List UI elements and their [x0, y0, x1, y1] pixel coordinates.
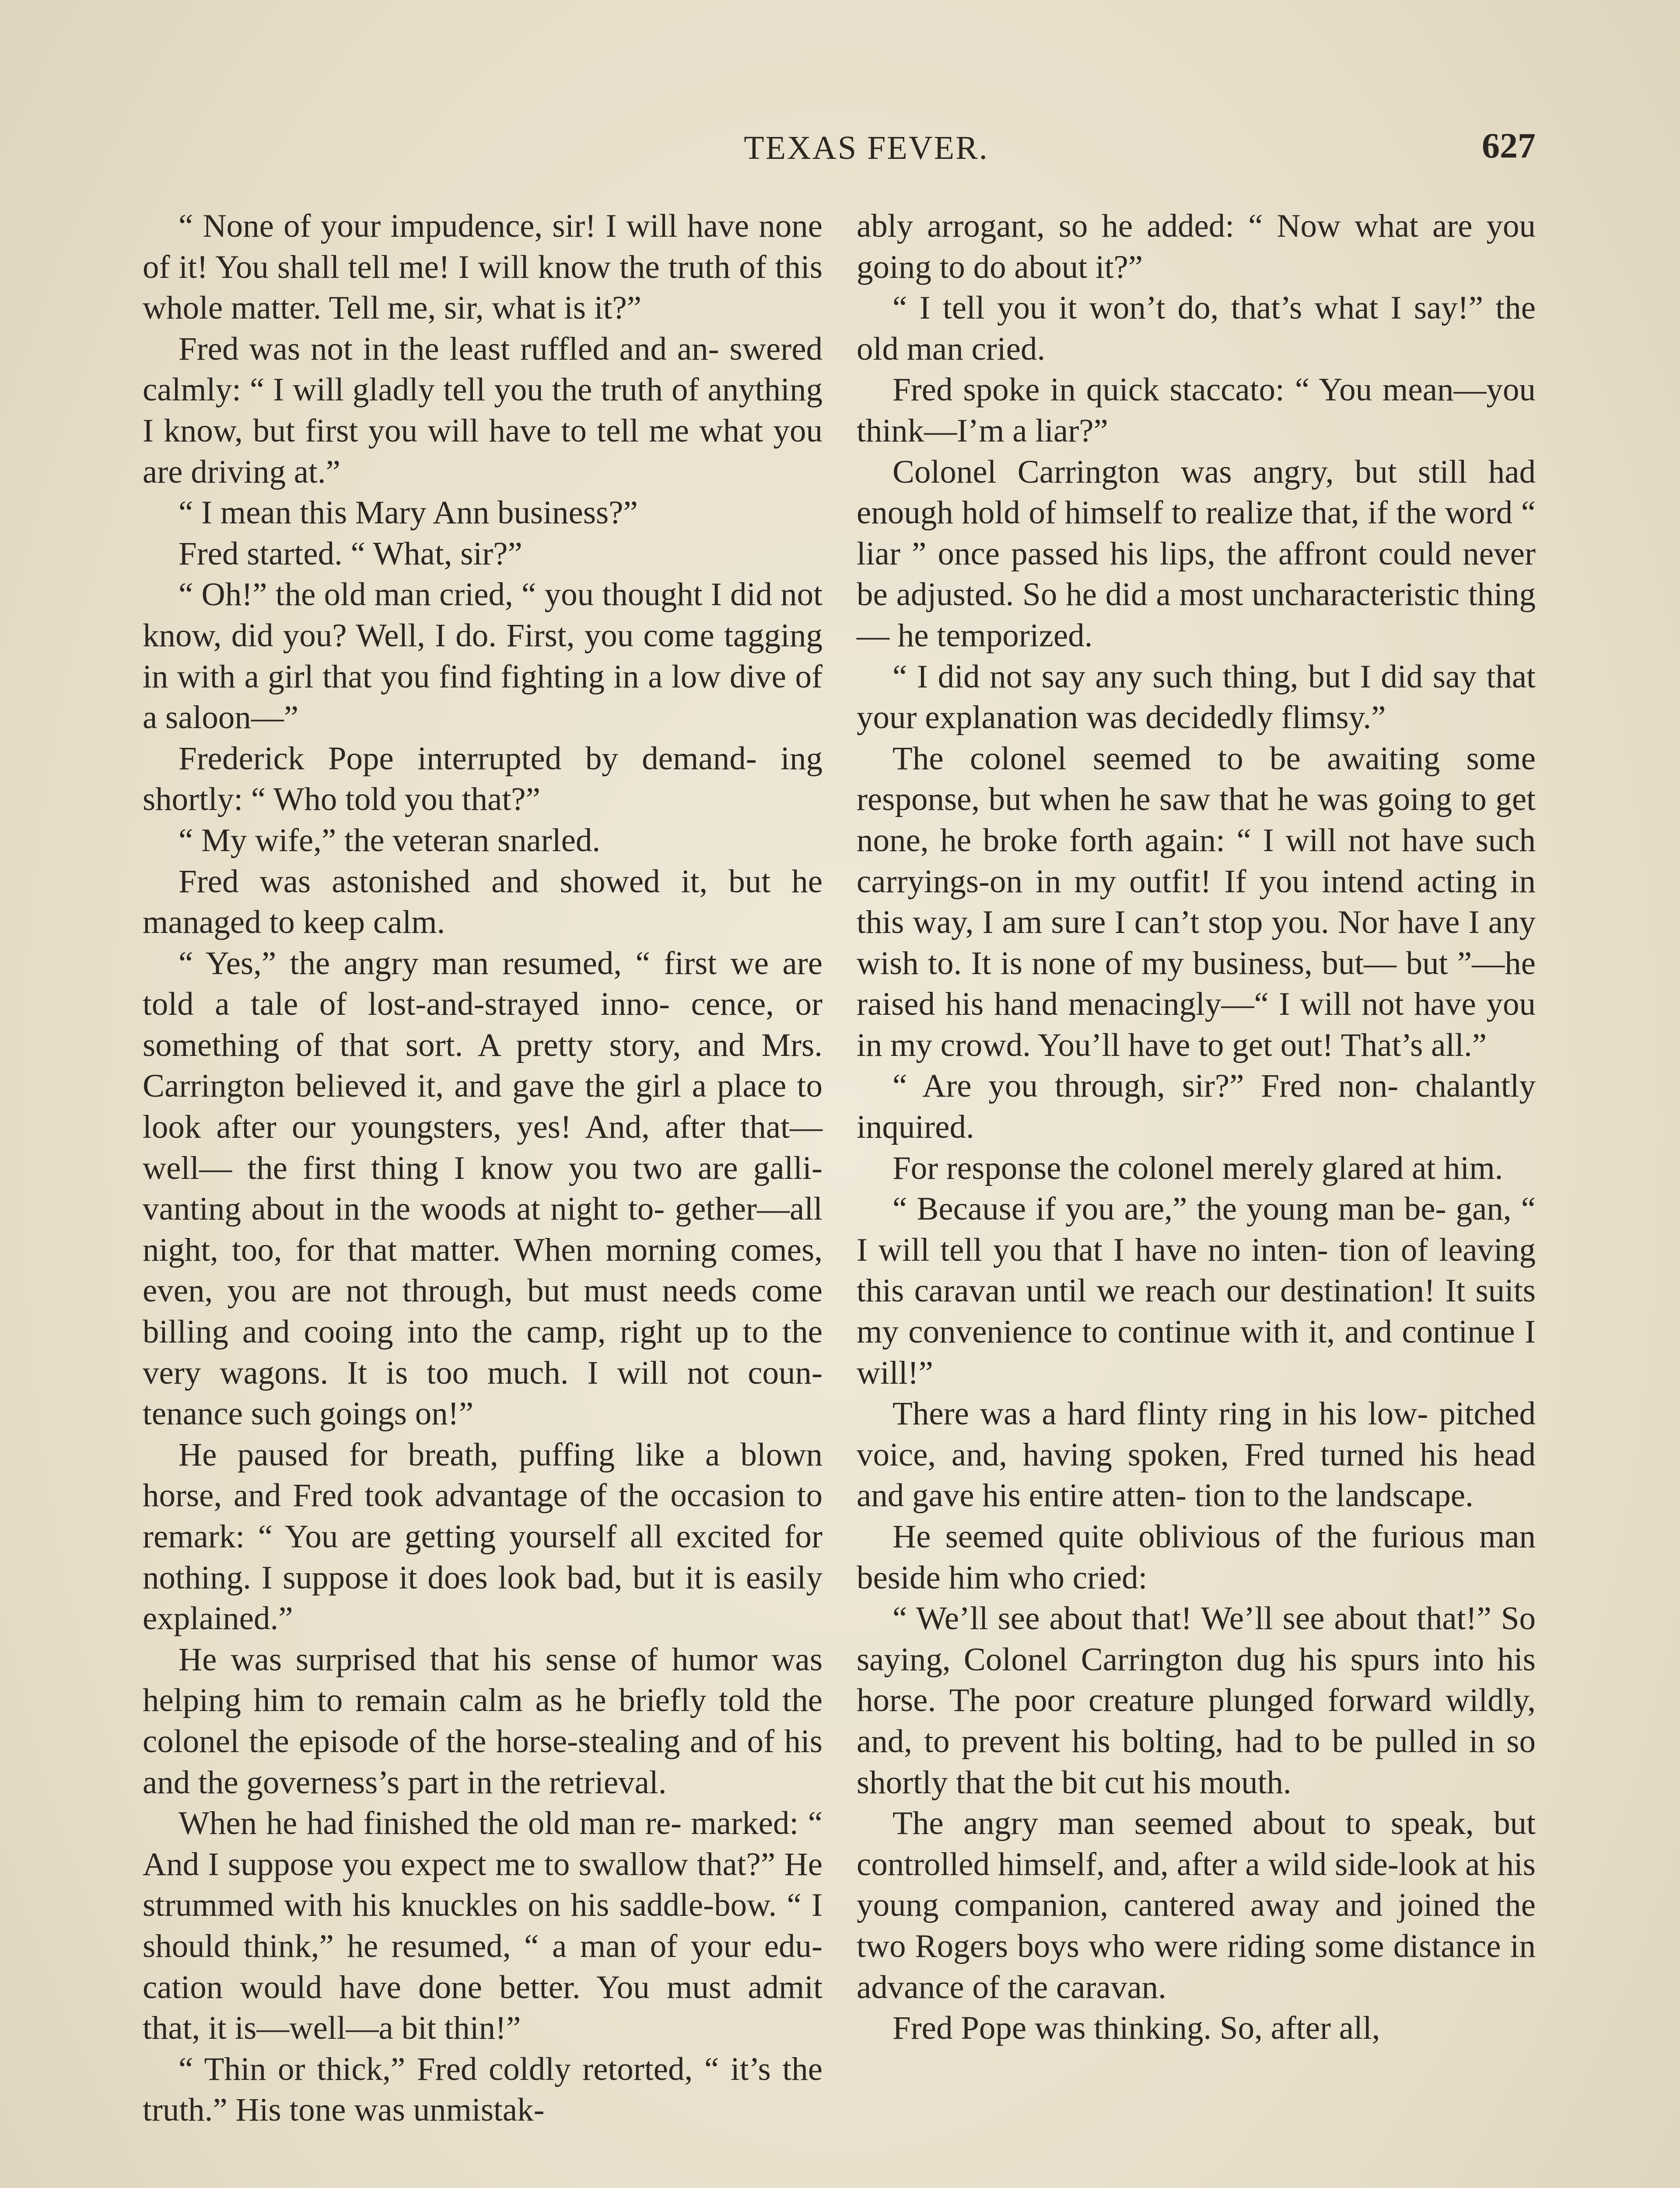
page-number: 627: [1482, 126, 1536, 165]
paragraph: “ I did not say any such thing, but I did say that your explanation was decidedly flimsy.”: [857, 658, 1536, 736]
paragraph: Frederick Pope interrupted by demand- ing shortly: “ Who told you that?”: [143, 740, 822, 818]
paragraph: “ I mean this Mary Ann business?”: [178, 494, 638, 531]
paragraph: “ Thin or thick,” Fred coldly retorted, “ it’s the truth.” His tone was unmistak-: [143, 2051, 822, 2128]
paragraph: The angry man seemed about to speak, but controlled himself, and, after a wild side-look at his young companion, cantered away and joined the two Rogers boys who were riding some distance in advance of the caravan.: [857, 1805, 1536, 2006]
paragraph: “ My wife,” the veteran snarled.: [178, 822, 601, 859]
paragraph: When he had finished the old man re- marked: “ And I suppose you expect me to swallow that?” He strummed with his knuckles on his saddle-bow. “ I should think,” he resumed, “ a man of your edu- cation would have done better. You must admit that, it is—well—a bit thin!”: [143, 1805, 822, 2047]
paragraph: He seemed quite oblivious of the furious man beside him who cried:: [857, 1518, 1536, 1596]
paragraph: “ We’ll see about that! We’ll see about that!” So saying, Colonel Carrington dug his spurs into his horse. The poor creature plunged forward wildly, and, to prevent his bolting, had to be pulled in so shortly that the bit cut his mouth.: [857, 1600, 1536, 1801]
paragraph: He paused for breath, puffing like a blown horse, and Fred took advantage of the occasion to remark: “ You are getting yourself all excited for nothing. I suppose it does look bad, but it is easily explained.”: [143, 1436, 822, 1637]
paragraph: Fred started. “ What, sir?”: [178, 535, 522, 572]
paragraph: “ None of your impudence, sir! I will have none of it! You shall tell me! I will know the truth of this whole matter. Tell me, sir, what is it?”: [143, 208, 822, 326]
right-column: [857, 206, 1536, 2049]
paragraph: There was a hard flinty ring in his low- pitched voice, and, having spoken, Fred turned his head and gave his entire atten- tion to the landscape.: [857, 1396, 1536, 1514]
paragraph: Fred Pope was thinking. So, after all,: [892, 2010, 1380, 2047]
paragraph: “ I tell you it won’t do, that’s what I say!” the old man cried.: [857, 290, 1536, 367]
paragraph: He was surprised that his sense of humor was helping him to remain calm as he briefly told the colonel the episode of the horse-stealing and of his and the governess’s part in the retrieval.: [143, 1641, 822, 1801]
paragraph: Fred was astonished and showed it, but he managed to keep calm.: [143, 863, 822, 941]
paragraph: “ Because if you are,” the young man be- gan, “ I will tell you that I have no inten- tion of leaving this caravan until we reach our destination! It suits my convenience to continue with it, and continue I will!”: [857, 1191, 1536, 1391]
left-column: [143, 206, 822, 2131]
paragraph-continued: ably arrogant, so he added: “ Now what are you going to do about it?”: [857, 208, 1536, 285]
paragraph: Fred spoke in quick staccato: “ You mean—you think—I’m a liar?”: [857, 372, 1536, 449]
paragraph: Colonel Carrington was angry, but still had enough hold of himself to realize that, if the word “ liar ” once passed his lips, the affront could never be adjusted. So he did a most uncharacteristic thing — he temporized.: [857, 453, 1536, 654]
paragraph: For response the colonel merely glared at him.: [892, 1150, 1503, 1186]
running-title: TEXAS FEVER.: [744, 130, 989, 166]
paragraph: Fred was not in the least ruffled and an- swered calmly: “ I will gladly tell you the truth of anything I know, but first you will have to tell me what you are driving at.”: [143, 330, 822, 490]
paragraph: “ Oh!” the old man cried, “ you thought I did not know, did you? Well, I do. First, you come tagging in with a girl that you find fighting in a low dive of a saloon—”: [143, 576, 822, 736]
paragraph: “ Are you through, sir?” Fred non- chalantly inquired.: [857, 1068, 1536, 1146]
paragraph: The colonel seemed to be awaiting some response, but when he saw that he was going to get none, he broke forth again: “ I will not have such carryings-on in my outfit! If you intend acting in this way, I am sure I can’t stop you. Nor have I any wish to. It is none of my business, but— but ”—he raised his hand menacingly—“ I will not have you in my crowd. You’ll have to get out! That’s all.”: [857, 740, 1536, 1063]
paragraph: “ Yes,” the angry man resumed, “ first we are told a tale of lost-and-strayed inno- cence, or something of that sort. A pretty story, and Mrs. Carrington believed it, and gave the girl a place to look after our youngsters, yes! And, after that—well— the first thing I know you two are galli- vanting about in the woods at night to- gether—all night, too, for that matter. When morning comes, even, you are not through, but must needs come billing and cooing into the camp, right up to the very wagons. It is too much. I will not coun- tenance such goings on!”: [143, 945, 822, 1432]
